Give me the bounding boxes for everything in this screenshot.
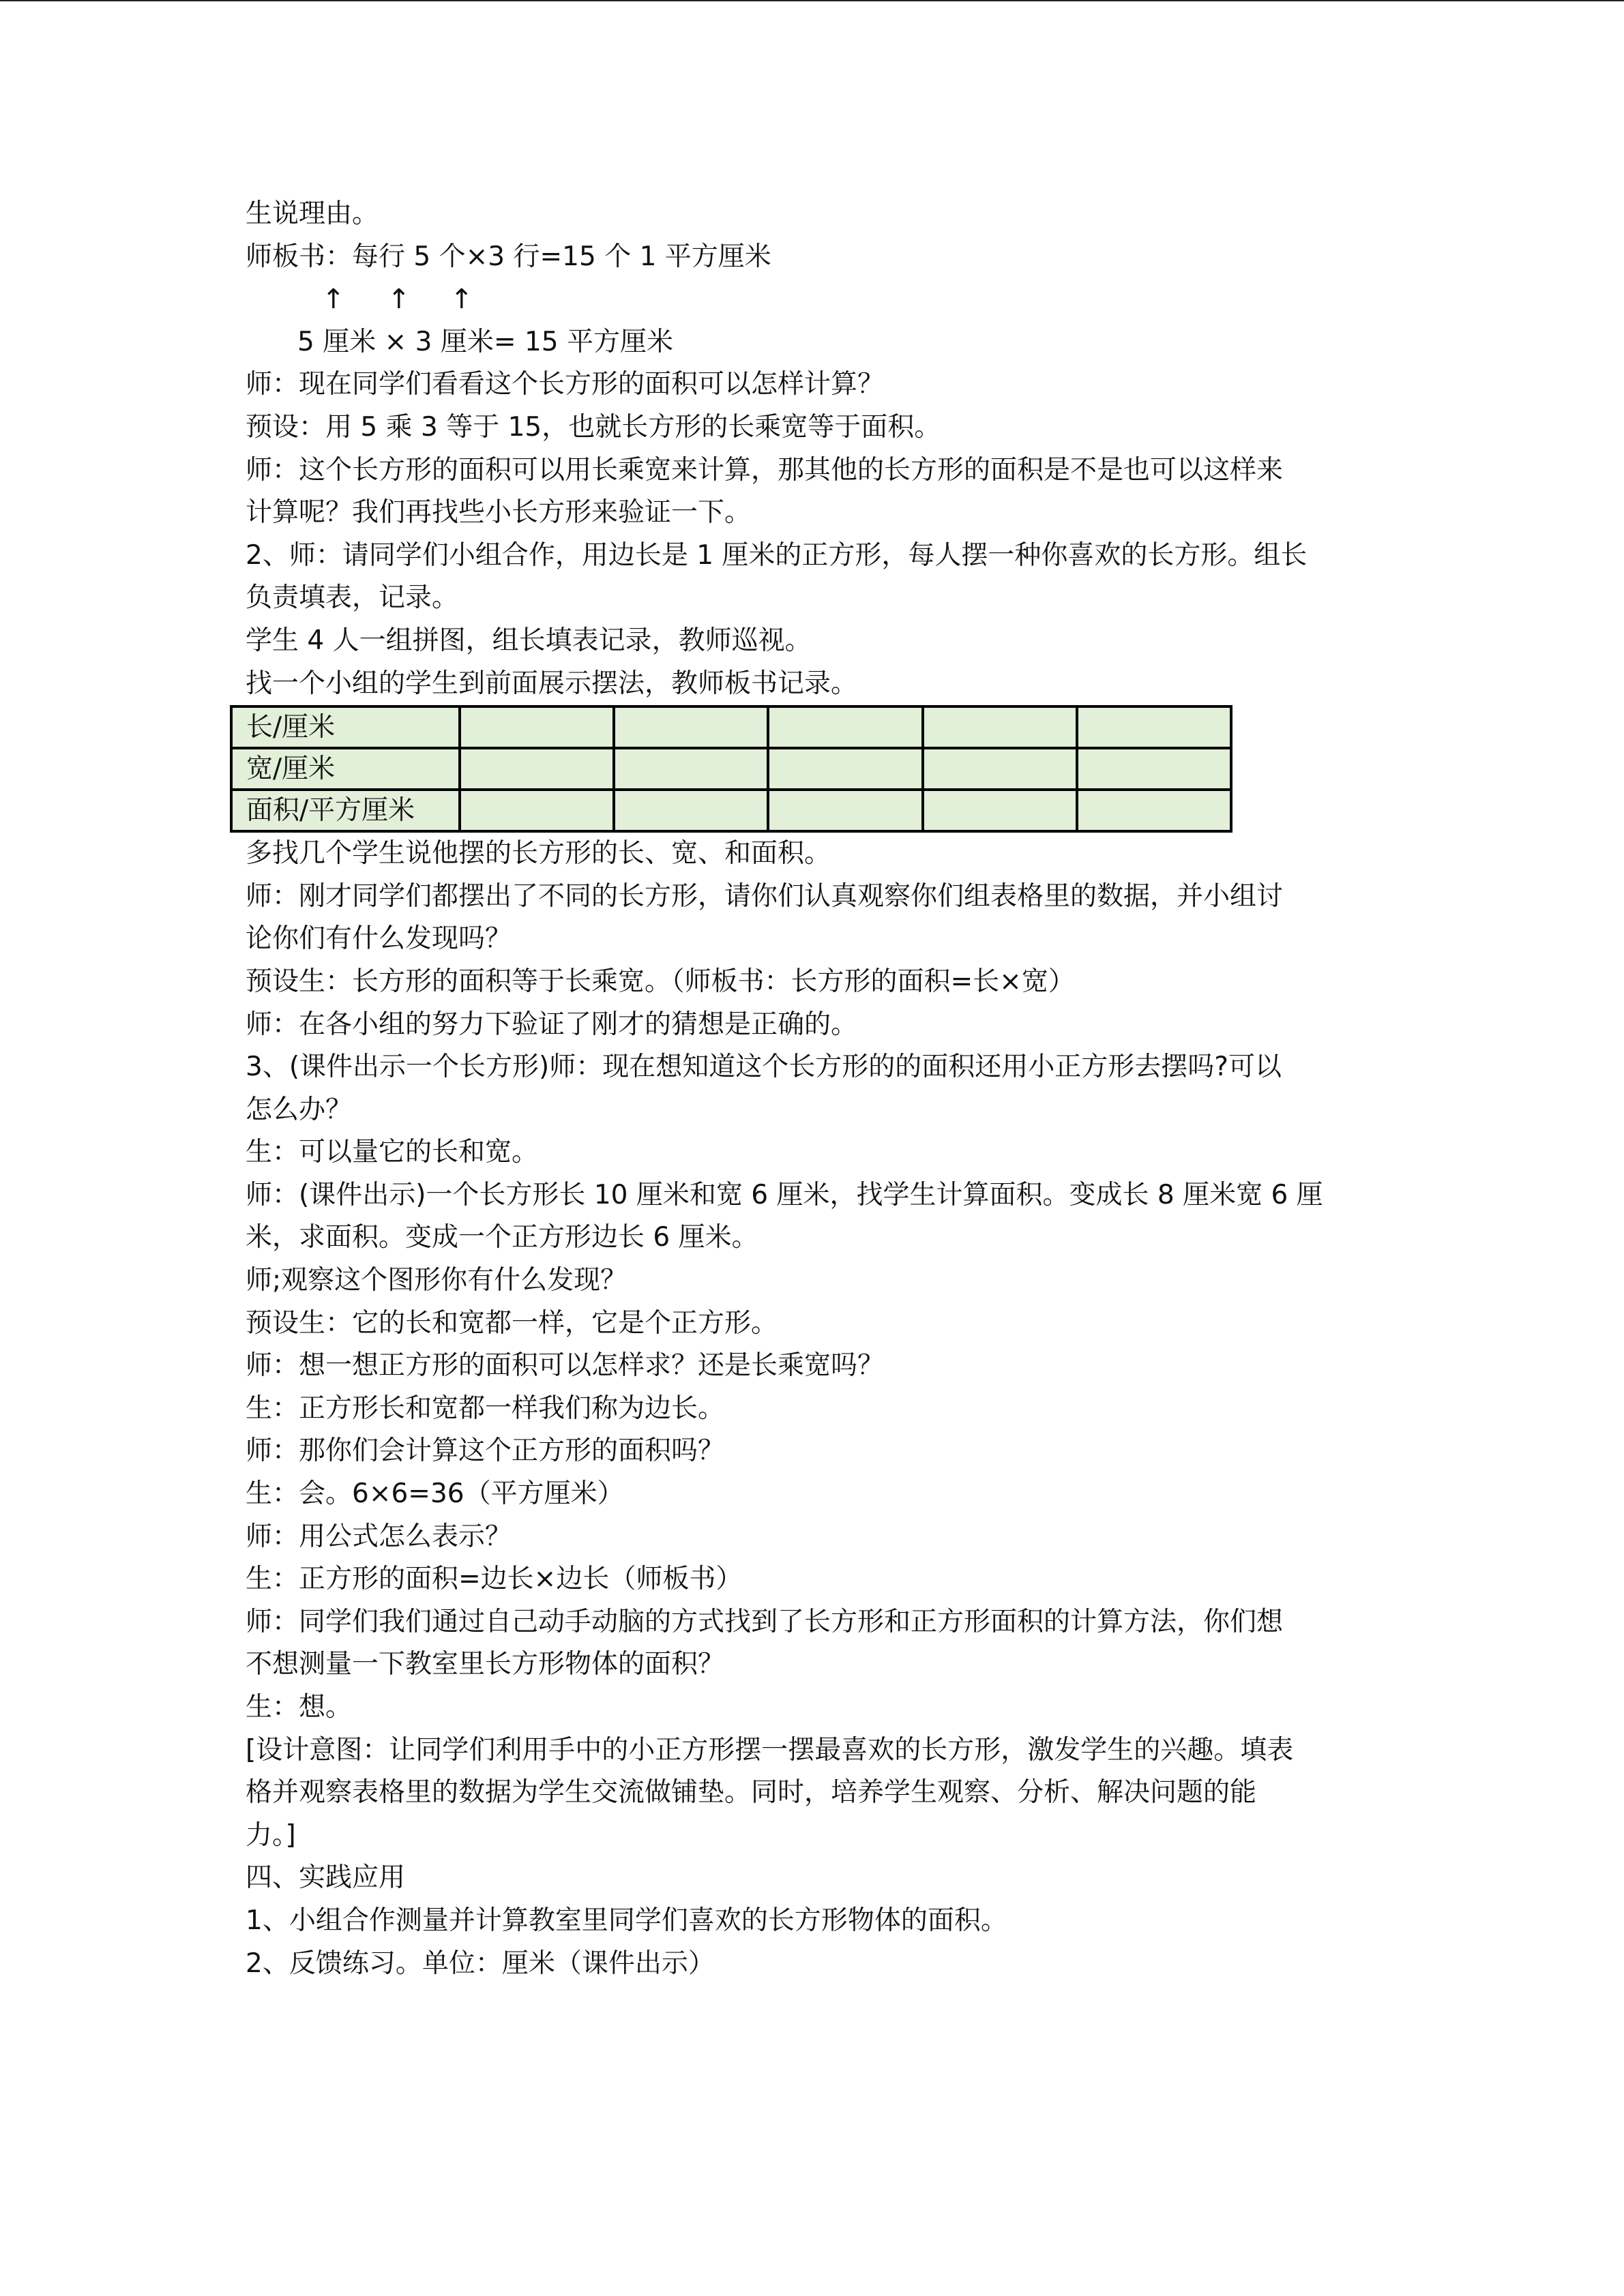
text-line: 米，求面积。变成一个正方形边长 6 厘米。 [246,1222,758,1253]
table-cell [460,790,614,831]
text-line: 师：想一想正方形的面积可以怎样求？还是长乘宽吗？ [246,1350,885,1382]
text-line: 生：可以量它的长和宽。 [246,1137,539,1168]
table-cell [460,706,614,748]
row-label: 宽/厘米 [231,748,460,790]
text-line: 学生 4 人一组拼图，组长填表记录，教师巡视。 [246,625,812,656]
record-table [230,705,1232,833]
table-row [231,748,1231,790]
text-line: 力。] [246,1819,296,1851]
text-line: 师：那你们会计算这个正方形的面积吗？ [246,1435,725,1467]
table-cell [923,706,1077,748]
table-cell [614,748,768,790]
text-line: 师：在各小组的努力下验证了刚才的猜想是正确的。 [246,1009,858,1040]
document-body [246,193,1378,1985]
table-cell [614,790,768,831]
table-cell [460,748,614,790]
text-line: 3、(课件出示一个长方形)师：现在想知道这个长方形的的面积还用小正方形去摆吗?可以 [246,1052,1282,1083]
table-cell [1077,748,1231,790]
table-cell [1077,706,1231,748]
formula-arrows [246,278,1378,321]
table-cell [768,748,922,790]
text-line: 预设：用 5 乘 3 等于 15，也就长方形的长乘宽等于面积。 [246,411,941,443]
up-arrow-icon: ↑ [450,284,473,316]
text-line: 预设生：长方形的面积等于长乘宽。（师板书：长方形的面积=长×宽） [246,966,1075,997]
table-cell [768,790,922,831]
row-label: 长/厘米 [231,706,460,748]
text-line: 师板书：每行 5 个×3 行=15 个 1 平方厘米 [246,241,771,272]
text-line: 多找几个学生说他摆的长方形的长、宽、和面积。 [246,838,831,869]
text-line: 生：正方形长和宽都一样我们称为边长。 [246,1392,725,1424]
text-line: 不想测量一下教室里长方形物体的面积？ [246,1649,725,1680]
text-line: 师：这个长方形的面积可以用长乘宽来计算，那其他的长方形的面积是不是也可以这样来 [246,454,1284,486]
row-label: 面积/平方厘米 [231,790,460,831]
table-cell [768,706,922,748]
text-line: 2、师：请同学们小组合作，用边长是 1 厘米的正方形，每人摆一种你喜欢的长方形。组长 [246,539,1308,571]
text-line: 怎么办？ [246,1094,353,1125]
page-top-border [0,0,1624,1]
text-line: 生：正方形的面积=边长×边长（师板书） [246,1564,743,1595]
table-cell [614,706,768,748]
text-line: 师：(课件出示)一个长方形长 10 厘米和宽 6 厘米，找学生计算面积。变成长 8 厘米宽 6 厘 [246,1179,1323,1210]
text-line: 负责填表，记录。 [246,582,459,614]
table-cell [1077,790,1231,831]
table-cell [923,748,1077,790]
up-arrow-icon: ↑ [322,284,345,316]
table-row [231,790,1231,831]
text-line: 计算呢？我们再找些小长方形来验证一下。 [246,497,752,528]
section-heading: 四、实践应用 [246,1862,406,1894]
formula-line: 5 厘米 × 3 厘米= 15 平方厘米 [297,326,673,357]
text-line: 找一个小组的学生到前面展示摆法，教师板书记录。 [246,668,858,699]
table-cell [923,790,1077,831]
text-line: 师：刚才同学们都摆出了不同的长方形，请你们认真观察你们组表格里的数据，并小组讨 [246,880,1284,912]
text-line: 师;观察这个图形你有什么发现？ [246,1265,628,1296]
text-line: 论你们有什么发现吗？ [246,923,512,955]
text-line: 生：想。 [246,1692,353,1723]
text-line: 格并观察表格里的数据为学生交流做铺垫。同时，培养学生观察、分析、解决问题的能 [246,1777,1257,1808]
up-arrow-icon: ↑ [387,284,411,316]
text-line: 生说理由。 [246,198,379,229]
text-line: 师：现在同学们看看这个长方形的面积可以怎样计算？ [246,369,885,400]
text-line: [设计意图：让同学们利用手中的小正方形摆一摆最喜欢的长方形，激发学生的兴趣。填表 [246,1734,1294,1765]
text-line: 生：会。6×6=36（平方厘米） [246,1478,624,1510]
text-line: 预设生：它的长和宽都一样，它是个正方形。 [246,1307,778,1339]
text-line: 师：用公式怎么表示？ [246,1521,512,1552]
text-line: 1、小组合作测量并计算教室里同学们喜欢的长方形物体的面积。 [246,1905,1007,1936]
text-line: 2、反馈练习。单位：厘米（课件出示） [246,1948,715,1979]
text-line: 师：同学们我们通过自己动手动脑的方式找到了长方形和正方形面积的计算方法，你们想 [246,1606,1284,1637]
table-row [231,706,1231,748]
